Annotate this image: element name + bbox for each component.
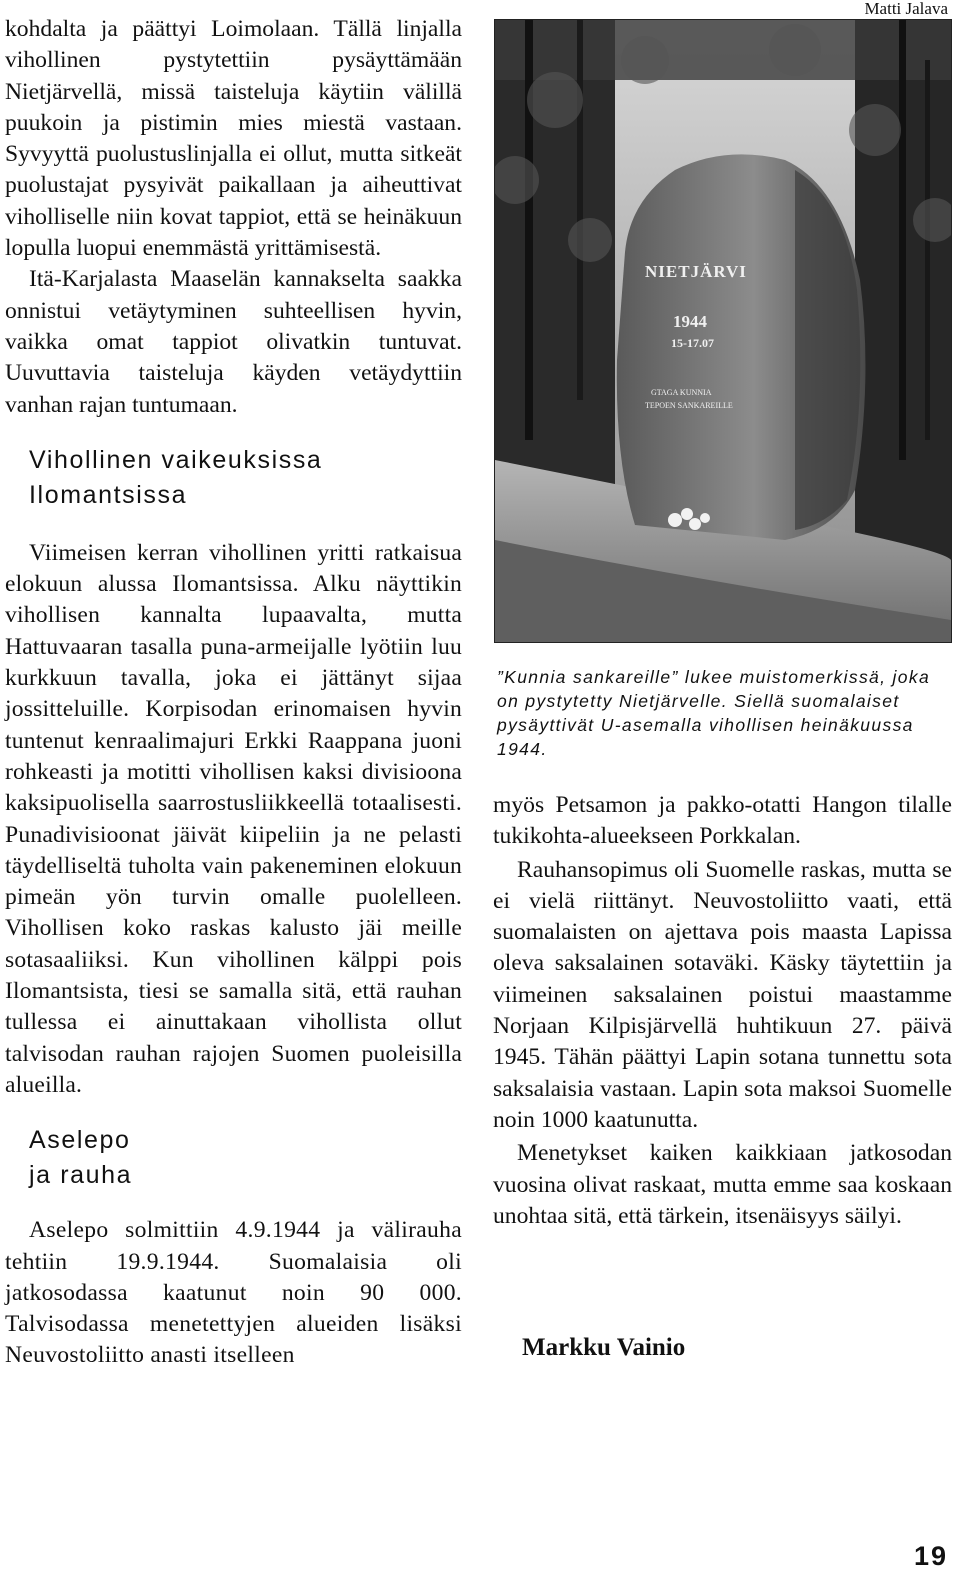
section-heading bbox=[29, 443, 462, 513]
body-paragraph: Aselepo solmittiin 4.9.1944 ja välirauha tehtiin 19.9.1944. Suomalaisia oli jatkosodassa kaatunut noin 90 000. Talvisodassa menetettyjen alueiden lisäksi Neuvostoliitto anasti itselleen bbox=[5, 1217, 462, 1369]
body-paragraph: Menetykset kaiken kaikkiaan jatkosodan vuosina olivat raskaat, mutta emme saa koskaan unohtaa sitä, että tärkein, itsenäisyys säilyi. bbox=[493, 1140, 952, 1229]
section-heading-line: Vihollinen vaikeuksissa bbox=[29, 445, 323, 474]
inscription-title: NIETJÄRVI bbox=[645, 262, 747, 281]
inscription-line: TEPOEN SANKAREILLE bbox=[645, 401, 733, 410]
body-paragraph: Viimeisen kerran vihollinen yritti ratkaisua elokuun alussa Ilomantsissa. Alku näyttikin vihollisen kannalta lupaavalta, mutta Hattuvaaran tasalla puna-armeijalle lyötiin luu kurkkuun tavalla, joka ei jättänyt sijaa jossitteluille. Korpisodan erinomaisen hyvin tuntenut kenraalimajuri Erkki Raappana juoni rohkeasti ja motitti vihollisen kaksi divisioona kaksipuolisella saarrostusliikkeellä totaalisesti. Punadivisioonat jäivät kiipeliin ja ne pelasti täydelliseltä tuholta vain pakeneminen elokuun pimeän yön turvin omalle puolelleen. Vihollisen koko raskas kalusto jäi meille sotasaaliiksi. Kun vihollinen kälppi pois Ilomantsista, tiesi se samalla sitä, että rauhan tullessa ei ainuttakaan vihollista ollut talvisodan rauhan rajojen Suomen puoleisilla alueilla. bbox=[5, 539, 462, 1098]
body-paragraph: Rauhansopimus oli Suomelle raskas, mutta se ei vielä riittänyt. Neuvostoliitto vaati, että suomalaisten on ajettava pois maasta Lapissa oleva saksalainen sotaväki. Käsky täytettiin ja viimeinen saksalainen poistui maastamme Norjaan Kilpisjärvellä huhtikuun 27. päivä 1945. Tähän päättyi Lapin sotana tunnettu sota saksalaisia vastaan. Lapin sota maksoi Suomelle noin 1000 kaatunutta. bbox=[493, 856, 952, 1133]
section-heading-line: Ilomantsissa bbox=[29, 480, 188, 509]
body-paragraph: myös Petsamon ja pakko-otatti Hangon tilalle tukikohta-alueekseen Porkkalan. bbox=[493, 792, 952, 850]
page-number: 19 bbox=[913, 1541, 948, 1571]
inscription-dates: 15-17.07 bbox=[671, 336, 714, 350]
photo-credit: Matti Jalava bbox=[864, 0, 948, 18]
right-column bbox=[493, 790, 952, 1232]
body-paragraph: kohdalta ja päättyi Loimolaan. Tällä linjalla vihollinen pystytettiin pysäyttämään Nietjärvellä, missä taisteluja käytiin välillä puukoin ja pistimin mies miestä vastaan. Syvyyttä puolustuslinjalla ei ollut, mutta sitkeät puolustajat pysyivät paikallaan ja aiheuttivat viholliselle niin kovat tappiot, että se heinäkuun lopulla luopui enemmästä yrittämisestä. bbox=[5, 16, 462, 262]
section-heading-line: ja rauha bbox=[29, 1161, 133, 1190]
section-heading-line: Aselepo bbox=[29, 1126, 131, 1155]
inscription-year: 1944 bbox=[673, 312, 707, 331]
body-paragraph: Itä-Karjalasta Maaselän kannakselta saakka onnistui vetäytyminen suhteellisen hyvin, vaikka omat tappiot olivatkin tuntuvat. Uuvuttavia taisteluja käyden vetäydyttiin vanhan rajan tuntumaan. bbox=[5, 266, 462, 418]
memorial-photo bbox=[494, 19, 952, 643]
author-signature: Markku Vainio bbox=[522, 1334, 686, 1361]
inscription-line: GTAGA KUNNIA bbox=[651, 388, 712, 397]
photo-caption: ”Kunnia sankareille” lukee muistomerkissä, joka on pystytetty Nietjärvelle. Siellä suomalaiset pysäyttivät U-asemalla vihollisen heinäkuussa 1944. bbox=[497, 667, 931, 759]
left-column bbox=[5, 14, 462, 1372]
section-heading bbox=[29, 1123, 462, 1193]
